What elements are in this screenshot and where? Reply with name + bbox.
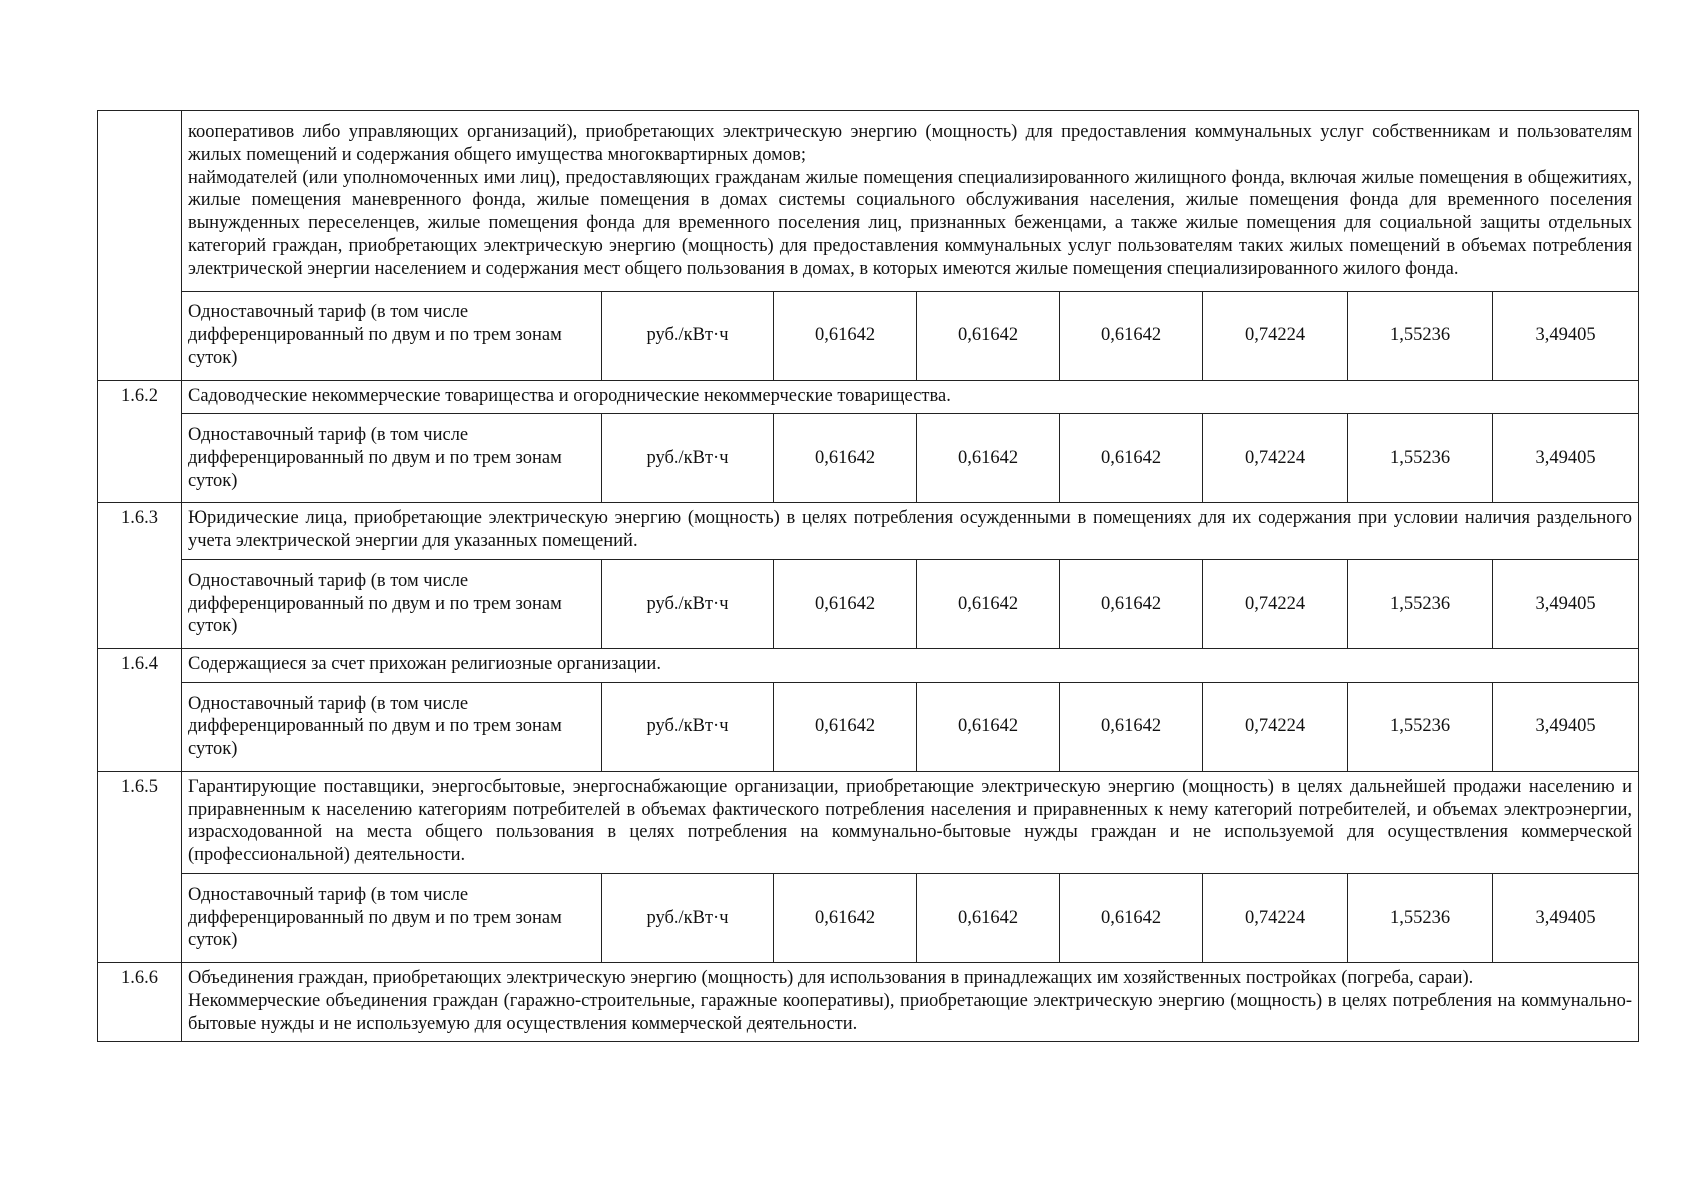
tariff-value: 0,61642 [917, 873, 1060, 962]
tariff-value: 0,61642 [774, 682, 917, 771]
tariff-value: 1,55236 [1348, 414, 1493, 503]
tariff-value: 3,49405 [1493, 414, 1639, 503]
tariff-value: 0,61642 [917, 682, 1060, 771]
section-row [98, 111, 1639, 292]
section-description [182, 648, 1639, 682]
description-paragraph: Садоводческие некоммерческие товарищества и огороднические некоммерческие товарищества. [188, 385, 951, 406]
section-row [98, 648, 1639, 682]
section-number: 1.6.5 [98, 771, 182, 962]
tariff-value: 0,74224 [1203, 559, 1348, 648]
description-paragraph: Некоммерческие объединения граждан (гаражно-строительные, гаражные кооперативы), приобретающие электрическую энергию (мощность) в целях потребления на коммунально-бытовые нужды и не используемую для осуществления коммерческой деятельности. [188, 990, 1633, 1034]
section-number: 1.6.4 [98, 648, 182, 771]
tariff-value: 1,55236 [1348, 559, 1493, 648]
tariff-label: Одноставочный тариф (в том числе дифференцированный по двум и по трем зонам суток) [182, 291, 602, 380]
tariff-label: Одноставочный тариф (в том числе дифференцированный по двум и по трем зонам суток) [182, 559, 602, 648]
section-number [98, 111, 182, 381]
tariff-value: 3,49405 [1493, 559, 1639, 648]
tariff-value: 0,74224 [1203, 873, 1348, 962]
tariff-value: 0,61642 [774, 873, 917, 962]
description-paragraph: наймодателей (или уполномоченных ими лиц), предоставляющих гражданам жилые помещения специализированного жилищного фонда, включая жилые помещения в общежитиях, жилые помещения маневренного фонда, жилые помещения в домах системы социального обслуживания населения, жилые помещения фонда для временного поселения вынужденных переселенцев, жилые помещения фонда для временного поселения лиц, признанных беженцами, а также жилые помещения для социальной защиты отдельных категорий граждан, приобретающих электрическую энергию (мощность) для предоставления коммунальных услуг пользователям таких жилых помещений в объемах потребления электрической энергии населением и содержания мест общего пользования в домах, в которых имеются жилые помещения специализированного жилого фонда. [188, 167, 1633, 279]
section-description [182, 962, 1639, 1041]
tariff-value: 0,61642 [917, 414, 1060, 503]
section-number: 1.6.3 [98, 503, 182, 649]
tariff-value: 3,49405 [1493, 682, 1639, 771]
tariff-value: 0,61642 [1060, 559, 1203, 648]
section-description [182, 380, 1639, 414]
tariff-value: 1,55236 [1348, 682, 1493, 771]
tariff-value: 0,61642 [917, 291, 1060, 380]
section-row [98, 380, 1639, 414]
tariff-label: Одноставочный тариф (в том числе дифференцированный по двум и по трем зонам суток) [182, 873, 602, 962]
tariff-value: 0,61642 [1060, 873, 1203, 962]
tariff-value: 3,49405 [1493, 291, 1639, 380]
description-paragraph: Содержащиеся за счет прихожан религиозные организации. [188, 653, 661, 674]
tariff-row [98, 873, 1639, 962]
tariff-value: 0,61642 [1060, 414, 1203, 503]
tariff-row [98, 291, 1639, 380]
tariff-value: 3,49405 [1493, 873, 1639, 962]
tariff-unit: руб./кВт·ч [602, 873, 774, 962]
tariff-value: 0,74224 [1203, 682, 1348, 771]
tariff-value: 0,61642 [774, 291, 917, 380]
description-paragraph: Юридические лица, приобретающие электрическую энергию (мощность) в целях потребления осужденными в помещениях для их содержания при условии наличия раздельного учета электрической энергии для указанных помещений. [188, 508, 1633, 552]
section-number: 1.6.2 [98, 380, 182, 503]
section-number: 1.6.6 [98, 962, 182, 1041]
tariff-value: 0,61642 [774, 414, 917, 503]
tariff-value: 1,55236 [1348, 873, 1493, 962]
section-description [182, 771, 1639, 873]
tariff-row [98, 682, 1639, 771]
tariff-value: 0,74224 [1203, 291, 1348, 380]
description-paragraph: Объединения граждан, приобретающих электрическую энергию (мощность) для использования в принадлежащих им хозяйственных постройках (погреба, сараи). [188, 967, 1474, 988]
section-description [182, 111, 1639, 292]
tariff-value: 1,55236 [1348, 291, 1493, 380]
tariff-value: 0,61642 [917, 559, 1060, 648]
tariff-unit: руб./кВт·ч [602, 291, 774, 380]
tariff-row [98, 559, 1639, 648]
tariff-value: 0,74224 [1203, 414, 1348, 503]
description-paragraph: кооперативов либо управляющих организаций), приобретающих электрическую энергию (мощность) для предоставления коммунальных услуг собственникам и пользователям жилых помещений и содержания общего имущества многоквартирных домов; [188, 122, 1633, 165]
section-row [98, 771, 1639, 873]
tariff-value: 0,61642 [1060, 291, 1203, 380]
tariff-label: Одноставочный тариф (в том числе дифференцированный по двум и по трем зонам суток) [182, 682, 602, 771]
tariff-value: 0,61642 [1060, 682, 1203, 771]
tariff-unit: руб./кВт·ч [602, 559, 774, 648]
description-paragraph: Гарантирующие поставщики, энергосбытовые, энергоснабжающие организации, приобретающие электрическую энергию (мощность) в целях дальнейшей продажи населению и приравненным к населению категориям потребителей в объемах фактического потребления населения и приравненных к нему категорий потребителей, и объемах электроэнергии, израсходованной на места общего пользования в целях потребления на коммунально-бытовые нужды граждан и не используемой для осуществления коммерческой (профессиональной) деятельности. [188, 776, 1633, 866]
section-row [98, 962, 1639, 1041]
tariff-row [98, 414, 1639, 503]
section-description [182, 503, 1639, 560]
tariff-value: 0,61642 [774, 559, 917, 648]
tariff-unit: руб./кВт·ч [602, 682, 774, 771]
tariff-table [97, 110, 1639, 1042]
tariff-label: Одноставочный тариф (в том числе дифференцированный по двум и по трем зонам суток) [182, 414, 602, 503]
section-row [98, 503, 1639, 560]
tariff-unit: руб./кВт·ч [602, 414, 774, 503]
